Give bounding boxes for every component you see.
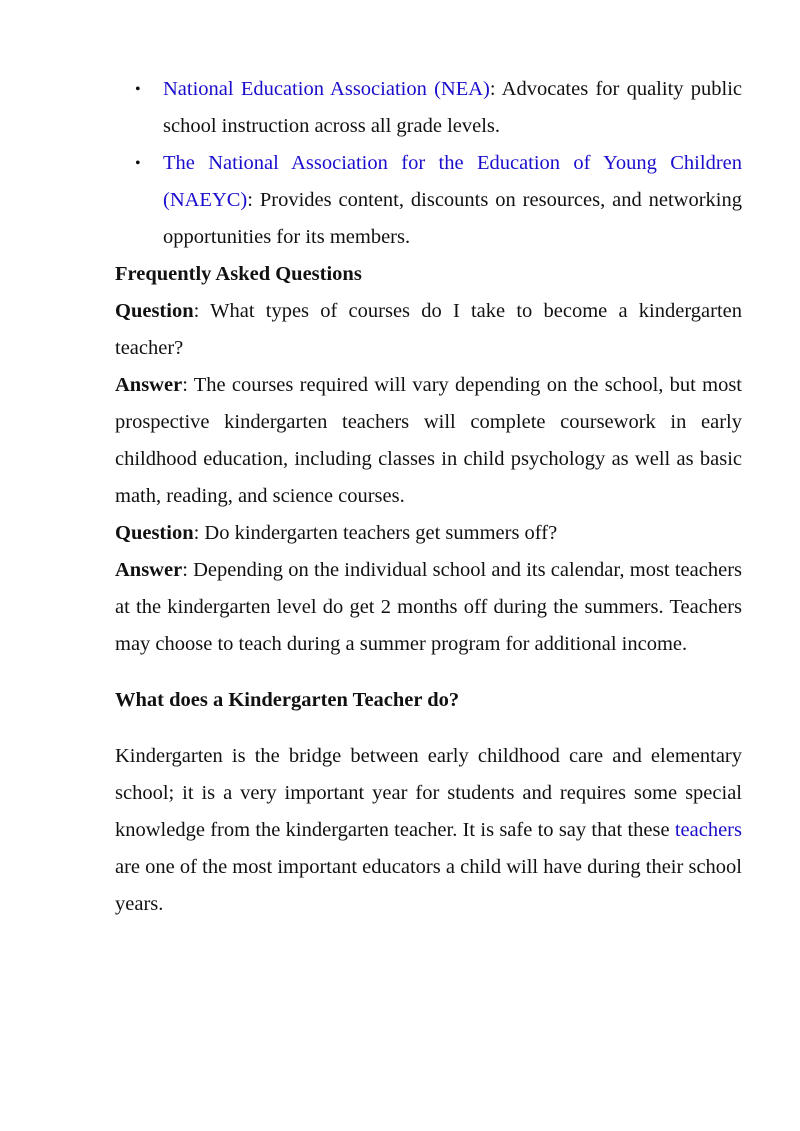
list-item [115,145,742,256]
teachers-link[interactable]: teachers [674,819,742,841]
bullet-icon: • [135,81,141,98]
paragraph-text: Kindergarten is the bridge between early childhood care and elementary school; it is a very important year for students and requires some special knowledge from the kindergarten teacher. It is safe to say that these [115,745,742,841]
resource-description: : Advocates for quality public school instruction across all grade levels. [163,78,742,137]
section-heading: What does a Kindergarten Teacher do? [115,689,460,711]
question-label: Question [115,522,194,544]
faq-answer [115,552,742,663]
bullet-icon: • [135,155,141,172]
nea-link[interactable]: National Education Association (NEA) [163,78,490,100]
question-text: : What types of courses do I take to become a kindergarten teacher? [115,300,742,359]
list-item [115,71,742,145]
resource-list [115,71,742,256]
resource-description: : Provides content, discounts on resources, and networking opportunities for its members. [163,189,742,248]
question-text: : Do kindergarten teachers get summers off? [193,522,558,544]
naeyc-link[interactable]: The National Association for the Education of Young Children (NAEYC) [163,152,742,211]
answer-text: : The courses required will vary depending on the school, but most prospective kindergarten teachers will complete coursework in early childhood education, including classes in child psychology as well as basic math, reading, and science courses. [115,374,742,507]
faq-heading: Frequently Asked Questions [115,263,362,285]
answer-label: Answer [115,374,183,396]
question-label: Question [115,300,194,322]
faq-answer [115,367,742,515]
paragraph-text: are one of the most important educators a child will have during their school years. [115,856,742,915]
faq-question [115,515,742,552]
faq-question [115,293,742,367]
section-paragraph [115,738,742,923]
answer-text: : Depending on the individual school and its calendar, most teachers at the kindergarten level do get 2 months off during the summers. Teachers may choose to teach during a summer program for additional income. [115,559,742,655]
answer-label: Answer [115,559,183,581]
